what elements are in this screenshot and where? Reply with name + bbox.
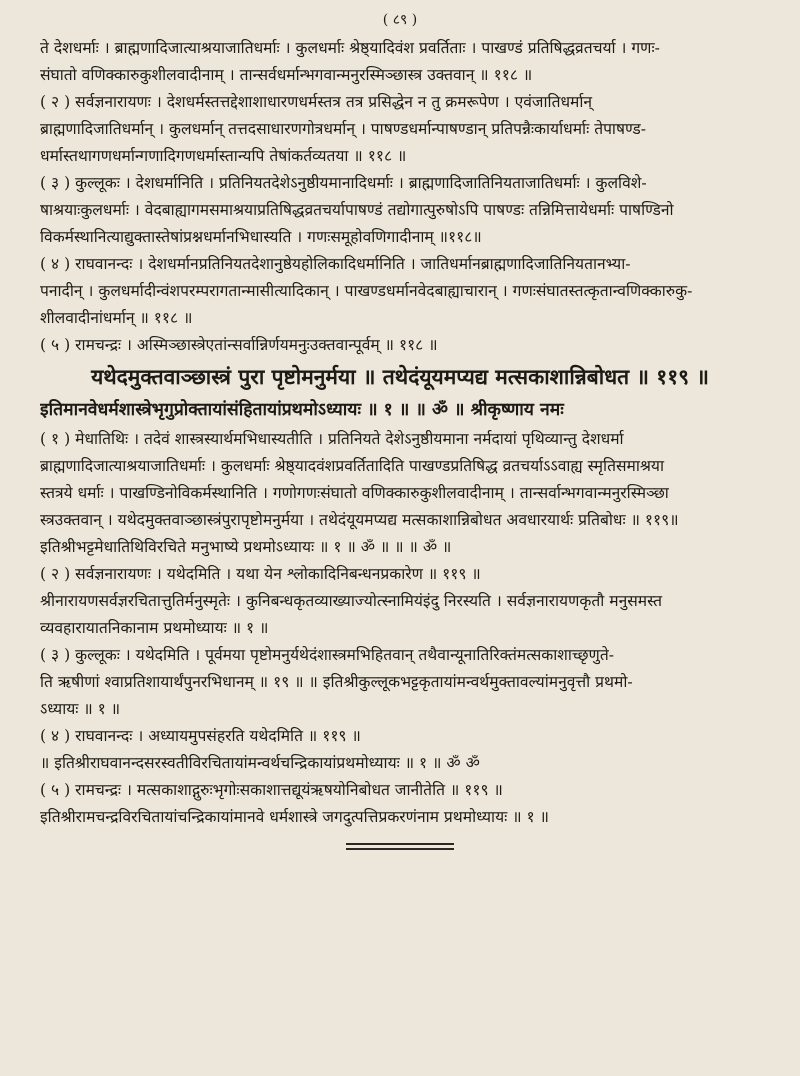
text-line: ( २ ) सर्वज्ञनारायणः । यथेदमिति । यथा येन श्लोकादिनिबन्धनप्रकारेण ॥ ११९ ॥ — [40, 565, 481, 583]
text-line: व्यवहारायातनिकानाम प्रथमोध्यायः ॥ १ ॥ — [40, 619, 269, 637]
end-rule-bottom — [346, 848, 454, 850]
text-line: ( ३ ) कुल्लूकः । यथेदमिति । पूर्वमया पृष्टोमनुर्यथेदंशास्त्रमभिहितवान् तथैवान्यूनातिरिक्तंमत्सकाशाच्छृणुते- — [40, 646, 614, 664]
text-line: ॥ इतिश्रीराघवानन्दसरस्वतीविरचितायांमन्वर्थचन्द्रिकायांप्रथमोध्यायः ॥ १ ॥ ॐ ॐ — [40, 754, 480, 772]
text-line: शीलवादीनांधर्मान् ॥ ११८ ॥ — [40, 309, 193, 327]
text-line: पनादीन् । कुलधर्मादीन्वंशपरम्परागतान्मासीत्यादिकान् । पाखण्डधर्मानवेदबाह्याचारान् । गणःसंघातस्तत्कृतान्वणिक्कारुकु- — [40, 282, 693, 300]
text-line: ( २ ) सर्वज्ञनारायणः । देशधर्मस्तत्तद्देशाशाधारणधर्मस्तत्र तत्र प्रसिद्धेन न तु क्रमरूपेण । एवंजातिधर्मान् — [40, 93, 593, 111]
end-rule-top — [346, 843, 454, 845]
text-line: धर्मास्तथागणधर्मान्गणादिगणधर्मास्तान्यपि तेषांकर्तव्यतया ॥ ११८ ॥ — [40, 147, 407, 165]
commentary-raghavananda-118 — [40, 251, 760, 332]
commentary-medhatithi-119 — [40, 426, 760, 561]
text-line: ब्राह्मणादिजातिधर्मान् । कुलधर्मान् तत्तदसाधारणगोत्रधर्मान् । पाषण्डधर्मान्पाषण्डान् प्रतिपन्नैःकार्याधर्माः तेपाषण्ड- — [40, 120, 647, 138]
commentary-sarvajna-narayana-119 — [40, 561, 760, 642]
commentary-raghavananda-119 — [40, 723, 760, 777]
text-line: ते देशधर्माः । ब्राह्मणादिजात्याश्रयाजातिधर्माः । कुलधर्माः श्रेष्ठ्यादिवंश प्रवर्तिताः । पाखण्डं प्रतिषिद्धव्रतचर्या । गणः- — [40, 39, 660, 57]
commentary-kulluka-118 — [40, 170, 760, 251]
text-line: ( ४ ) राघवानन्दः । अध्यायमुपसंहरति यथेदमिति ॥ ११९ ॥ — [40, 727, 361, 745]
text-line: ( ५ ) रामचन्द्रः । मत्सकाशाद्गुरुःभृगोःसकाशात्तद्यूयंऋषयोनिबोधत जानीतेति ॥ ११९ ॥ — [40, 781, 503, 799]
text-line: इतिश्रीरामचन्द्रविरचितायांचन्द्रिकायांमानवे धर्मशास्त्रे जगदुत्पत्तिप्रकरणंनाम प्रथमोध्यायः ॥ १ ॥ — [40, 808, 549, 826]
text-line: ( ३ ) कुल्लूकः । देशधर्मानिति । प्रतिनियतदेशेऽनुष्ठीयमानादिधर्माः । ब्राह्मणादिजातिनियताजातिधर्माः । कुलविशे- — [40, 174, 647, 192]
text-line: ब्राह्मणादिजात्याश्रयाजातिधर्माः । कुलधर्माः श्रेष्ठ्यादवंशप्रवर्तितादिति पाखण्डप्रतिषिद्ध व्रतचर्याऽऽवाह्य स्मृतिसमाश्रया — [40, 457, 665, 475]
commentary-sarvajna-narayana-118 — [40, 89, 760, 170]
text-line: ( ४ ) राघवानन्दः । देशधर्मानप्रतिनियतदेशानुष्ठेयहोलिकादिधर्मानिति । जातिधर्मानब्राह्मणादिजातिनियतानभ्या- — [40, 255, 631, 273]
commentary-kulluka-119 — [40, 642, 760, 723]
text-line: षाश्रयाःकुलधर्माः । वेदबाह्यागमसमाश्रयाप्रतिषिद्धव्रतचर्यापाषण्डं तद्योगात्पुरुषोऽपि पाषण्डः तन्निमित्तायेधर्माः पाषण्डिनो — [40, 201, 674, 219]
page-number: ( ८९ ) — [382, 12, 418, 28]
commentary-medhatithi-118 — [40, 35, 760, 89]
text-line: ( १ ) मेधातिथिः । तदेवं शास्त्रस्यार्थमभिधास्यतीति । प्रतिनियते देशेऽनुष्ठीयमाना नर्मदायां पृथिव्यान्तु देशधर्मा — [40, 430, 624, 448]
commentary-ramachandra-119 — [40, 777, 760, 831]
text-line: संघातो वणिक्कारुकुशीलवादीनाम् । तान्सर्वधर्मान्भगवान्मनुरस्मिञ्छास्त्र उक्तवान् ॥ ११८ ॥ — [40, 66, 533, 84]
text-line: इतिश्रीभट्टमेधातिथिविरचिते मनुभाष्ये प्रथमोऽध्यायः ॥ १ ॥ ॐ ॥ ॥ ॥ ॐ ॥ — [40, 538, 452, 556]
text-line: ति ऋषीणां श्वाप्रतिशायार्थंपुनरभिधानम् ॥ १९ ॥ ॥ इतिश्रीकुल्लूकभट्टकृतायांमन्वर्थमुक्तावल्यांमनुवृत्तौ प्रथमो- — [40, 673, 633, 691]
text-line: विकर्मस्थानित्याद्युक्तास्तेषांप्रश्नधर्मानभिधास्यति । गणःसमूहोवणिगादीनाम् ॥११८॥ — [40, 228, 482, 246]
verse-119-heading: यथेदमुक्तवाञ्छास्त्रं पुरा पृष्टोमनुर्मया ॥ तथेदंयूयमप्यद्य मत्सकाशान्निबोधत ॥ ११९ ॥ — [91, 364, 709, 389]
text-line: स्त्रउक्तवान् । यथेदमुक्तवाञ्छास्त्रंपुरापृष्टोमनुर्मया । तथेदंयूयमप्यद्य मत्सकाशान्निबोधत अवधारयार्थः प्रतिबोधः ॥ ११९॥ — [40, 511, 679, 529]
commentary-ramachandra-118: ( ५ ) रामचन्द्रः । अस्मिञ्छास्त्रेएतांन्सर्वान्निर्णयमनुःउक्तवान्पूर्वम् ॥ ११८ ॥ — [40, 336, 438, 354]
text-line: ऽध्यायः ॥ १ ॥ — [40, 700, 121, 718]
text-line: स्तत्रये धर्माः । पाखण्डिनोविकर्मस्थानिति । गणोगणःसंघातो वणिक्कारुकुशीलवादीनाम् । तान्सर्वान्भगवान्मनुरस्मिञ्छा — [40, 484, 669, 502]
text-line: श्रीनारायणसर्वज्ञरचितात्तुतिर्मनुस्मृतेः । कुनिबन्धकृतव्याख्याज्योत्स्नामियंइंदु निरस्यति । सर्वज्ञनारायणकृतौ मनुसमस्त — [40, 592, 663, 610]
chapter-colophon-heading: इतिमानवेधर्मशास्त्रेभृगुप्रोक्तायांसंहितायांप्रथमोऽध्यायः ॥ १ ॥ ॥ ॐ ॥ श्रीकृष्णाय नमः — [40, 400, 564, 420]
